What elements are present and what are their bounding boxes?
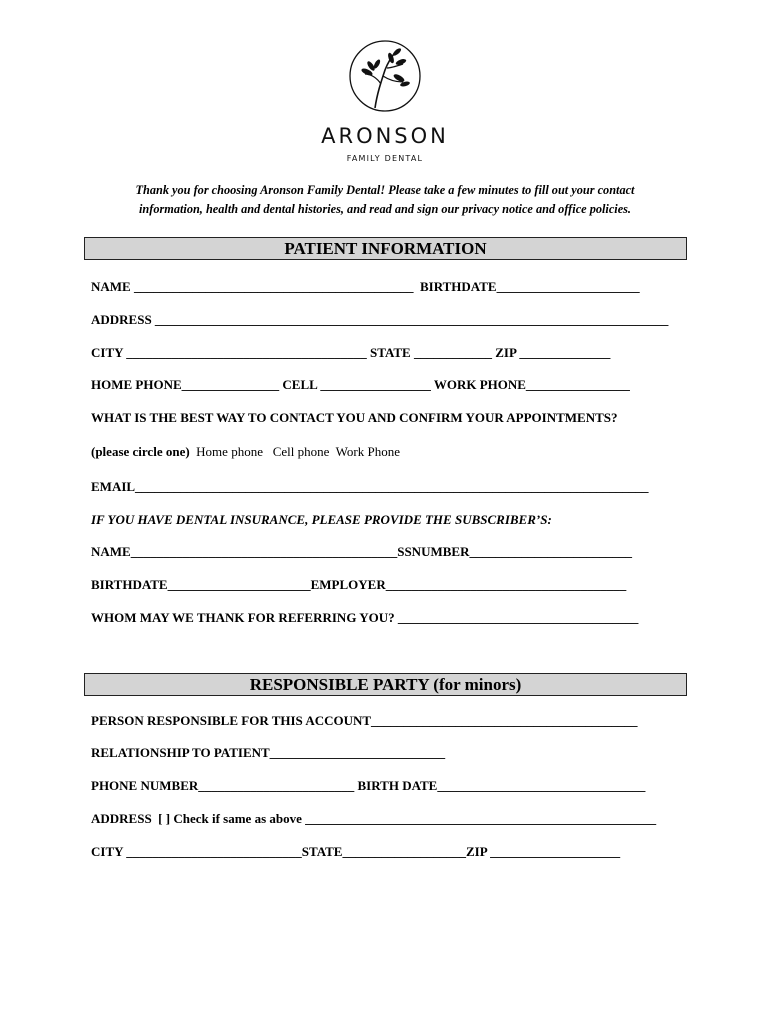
responsible-party-header: RESPONSIBLE PARTY (for minors) (84, 673, 687, 696)
phone-fields[interactable]: HOME PHONE_______________ CELL _________________ WORK PHONE________________ (91, 377, 630, 392)
city-state-zip-field[interactable]: CITY _____________________________________ STATE ____________ ZIP ______________ (91, 345, 611, 360)
intro-text (90, 181, 680, 219)
insurance-note: IF YOU HAVE DENTAL INSURANCE, PLEASE PROVIDE THE SUBSCRIBER’S: (91, 512, 552, 527)
contact-preference[interactable] (91, 444, 400, 460)
email-field[interactable]: EMAIL_______________________________________________________________________________ (91, 479, 649, 494)
responsible-address-field[interactable]: ADDRESS [ ] Check if same as above ______________________________________________________ (91, 811, 657, 826)
responsible-person-field[interactable]: PERSON RESPONSIBLE FOR THIS ACCOUNT_________________________________________ (91, 713, 638, 728)
referral-field[interactable]: WHOM MAY WE THANK FOR REFERRING YOU? _____________________________________ (91, 610, 639, 625)
contact-question: WHAT IS THE BEST WAY TO CONTACT YOU AND CONFIRM YOUR APPOINTMENTS? (91, 410, 618, 425)
relationship-field[interactable]: RELATIONSHIP TO PATIENT___________________________ (91, 745, 446, 760)
intro-line-2: information, health and dental histories, and read and sign our privacy notice and office policies. (138, 202, 632, 216)
phone-birthdate-field[interactable]: PHONE NUMBER________________________ BIRTH DATE________________________________ (91, 778, 646, 793)
brand-subtitle: FAMILY DENTAL (346, 154, 424, 163)
brand-logo (0, 38, 770, 163)
subscriber-name-ssn-field[interactable]: NAME_________________________________________SSNUMBER_________________________ (91, 544, 632, 559)
contact-options[interactable]: Home phone Cell phone Work Phone (189, 444, 400, 459)
brand-name: ARONSON (321, 124, 449, 148)
patient-info-header: PATIENT INFORMATION (84, 237, 687, 260)
leaf-branch-icon (347, 38, 423, 114)
address-field[interactable]: ADDRESS _______________________________________________________________________________ (91, 312, 669, 327)
subscriber-birth-employer-field[interactable]: BIRTHDATE______________________EMPLOYER_____________________________________ (91, 577, 627, 592)
name-birthdate-field[interactable]: NAME ___________________________________________ BIRTHDATE______________________ (91, 279, 640, 294)
intro-line-1: Thank you for choosing Aronson Family Dental! Please take a few minutes to fill out your contact (135, 183, 635, 197)
circle-one-label: (please circle one) (91, 444, 190, 459)
responsible-city-field[interactable]: CITY ___________________________STATE___________________ZIP ____________________ (91, 844, 621, 859)
